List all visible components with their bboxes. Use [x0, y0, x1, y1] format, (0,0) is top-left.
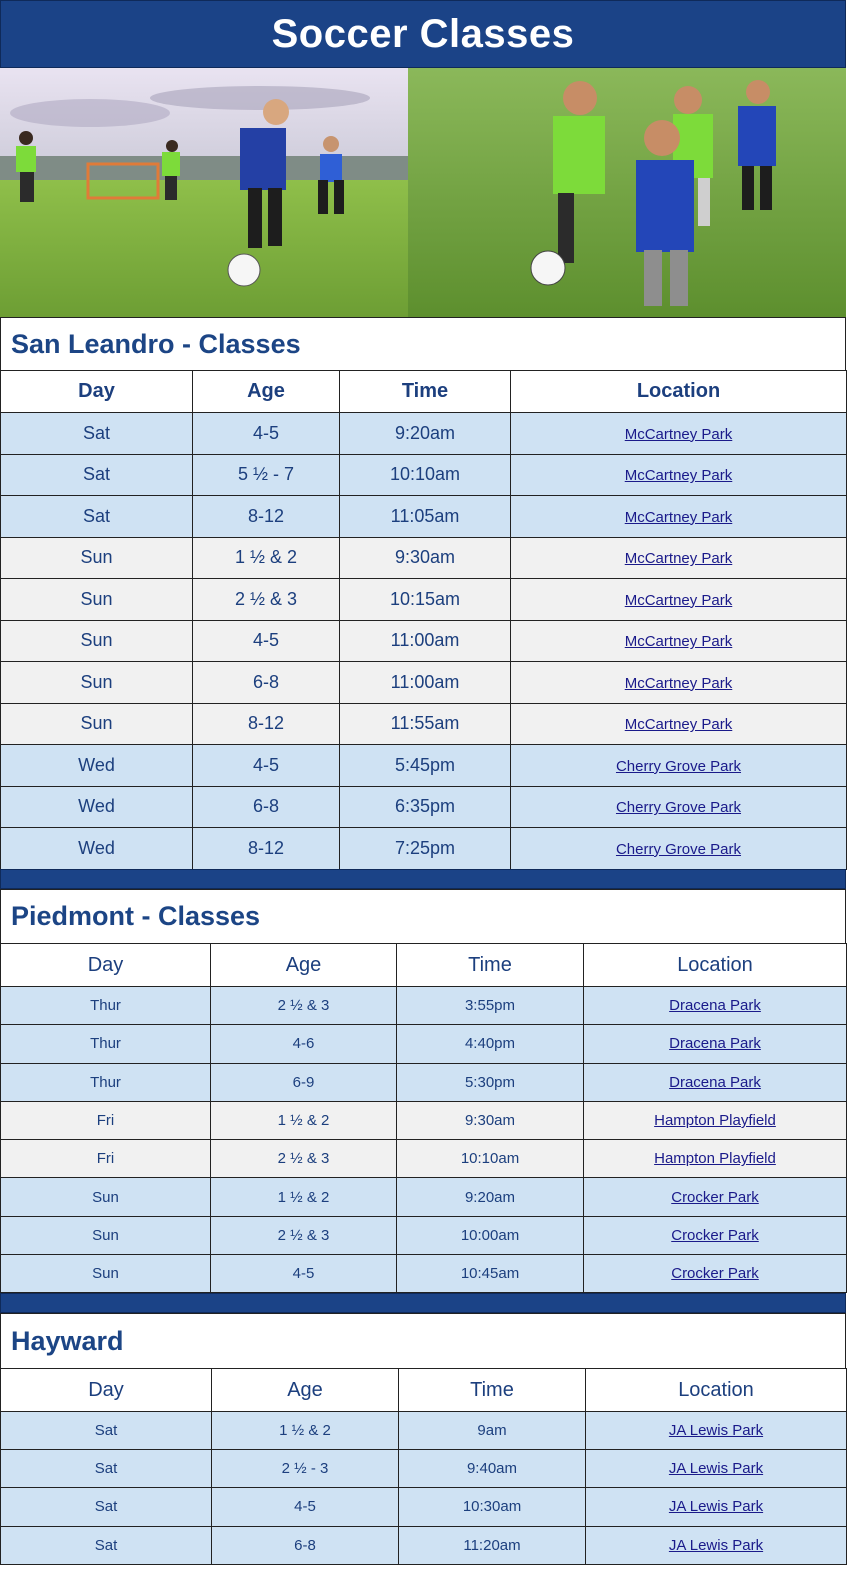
column-header-location: Location — [511, 371, 847, 413]
cell-time: 9:30am — [397, 1101, 584, 1139]
location-link[interactable]: Crocker Park — [671, 1265, 759, 1283]
table-header-row — [1, 1369, 847, 1412]
cell-day: Sun — [1, 579, 193, 621]
photo-banner — [0, 68, 846, 317]
cell-time: 10:30am — [399, 1488, 586, 1526]
column-header-day: Day — [1, 371, 193, 413]
location-link[interactable]: McCartney Park — [624, 674, 733, 692]
cell-location — [586, 1412, 847, 1450]
location-link[interactable]: Hampton Playfield — [654, 1112, 776, 1130]
table-row — [1, 537, 847, 579]
cell-location — [584, 1255, 847, 1293]
location-link[interactable]: McCartney Park — [624, 633, 733, 651]
table-row — [1, 786, 847, 828]
cell-time: 4:40pm — [397, 1025, 584, 1063]
hayward-title: Hayward — [11, 1325, 124, 1356]
location-link[interactable]: Dracena Park — [669, 1073, 761, 1091]
cell-location — [584, 1178, 847, 1216]
column-header-age: Age — [211, 944, 397, 987]
hayward-section-header — [0, 1313, 846, 1368]
cell-age: 2 ½ & 3 — [211, 987, 397, 1025]
cell-day: Thur — [1, 1025, 211, 1063]
cell-age: 1 ½ & 2 — [212, 1412, 399, 1450]
location-link[interactable]: Cherry Grove Park — [615, 799, 742, 817]
cell-location — [511, 703, 847, 745]
table-row — [1, 1412, 847, 1450]
cell-age: 8-12 — [193, 828, 340, 870]
table-row — [1, 828, 847, 870]
column-header-location: Location — [584, 944, 847, 987]
cell-location — [584, 1216, 847, 1254]
column-header-age: Age — [212, 1369, 399, 1412]
page-title-bar — [0, 0, 846, 68]
location-link[interactable]: McCartney Park — [624, 467, 733, 485]
cell-age: 2 ½ & 3 — [193, 579, 340, 621]
cell-location — [584, 1101, 847, 1139]
cell-age: 1 ½ & 2 — [193, 537, 340, 579]
cell-age: 4-6 — [211, 1025, 397, 1063]
piedmont-schedule-table — [0, 943, 847, 1293]
cell-day: Sun — [1, 703, 193, 745]
table-row — [1, 662, 847, 704]
location-link[interactable]: Cherry Grove Park — [615, 840, 742, 858]
location-link[interactable]: Cherry Grove Park — [615, 757, 742, 775]
cell-age: 5 ½ - 7 — [193, 454, 340, 496]
cell-location — [511, 745, 847, 787]
location-link[interactable]: McCartney Park — [624, 508, 733, 526]
cell-age: 4-5 — [193, 413, 340, 455]
cell-location — [511, 620, 847, 662]
cell-time: 9am — [399, 1412, 586, 1450]
cell-time: 3:55pm — [397, 987, 584, 1025]
cell-age: 1 ½ & 2 — [211, 1178, 397, 1216]
table-row — [1, 413, 847, 455]
cell-age: 1 ½ & 2 — [211, 1101, 397, 1139]
cell-day: Sun — [1, 662, 193, 704]
piedmont-title: Piedmont - Classes — [11, 901, 261, 931]
cell-time: 10:10am — [340, 454, 511, 496]
cell-location — [511, 454, 847, 496]
cell-time: 9:20am — [340, 413, 511, 455]
cell-time: 5:45pm — [340, 745, 511, 787]
table-row — [1, 454, 847, 496]
cell-age: 6-9 — [211, 1063, 397, 1101]
cell-time: 11:55am — [340, 703, 511, 745]
cell-time: 10:10am — [397, 1140, 584, 1178]
cell-day: Sat — [1, 454, 193, 496]
location-link[interactable]: Dracena Park — [669, 1035, 761, 1053]
location-link[interactable]: Dracena Park — [669, 997, 761, 1015]
cell-time: 9:30am — [340, 537, 511, 579]
cell-day: Wed — [1, 745, 193, 787]
cell-time: 10:00am — [397, 1216, 584, 1254]
table-header-row — [1, 944, 847, 987]
table-row — [1, 703, 847, 745]
hayward-schedule-table — [0, 1368, 847, 1565]
cell-day: Wed — [1, 828, 193, 870]
cell-age: 4-5 — [212, 1488, 399, 1526]
cell-time: 10:15am — [340, 579, 511, 621]
cell-location — [584, 987, 847, 1025]
cell-time: 10:45am — [397, 1255, 584, 1293]
cell-day: Sat — [1, 496, 193, 538]
san-leandro-section-header — [0, 317, 846, 370]
table-row — [1, 579, 847, 621]
cell-day: Sat — [1, 1412, 212, 1450]
location-link[interactable]: Crocker Park — [671, 1226, 759, 1244]
column-header-location: Location — [586, 1369, 847, 1412]
table-row — [1, 1526, 847, 1564]
column-header-time: Time — [340, 371, 511, 413]
table-row — [1, 1178, 847, 1216]
table-row — [1, 745, 847, 787]
location-link[interactable]: JA Lewis Park — [668, 1498, 764, 1516]
cell-day: Sat — [1, 1526, 212, 1564]
table-header-row — [1, 371, 847, 413]
cell-day: Sun — [1, 620, 193, 662]
table-row — [1, 1488, 847, 1526]
cell-age: 4-5 — [211, 1255, 397, 1293]
column-header-age: Age — [193, 371, 340, 413]
cell-location — [584, 1140, 847, 1178]
cell-day: Sat — [1, 413, 193, 455]
cell-day: Sun — [1, 537, 193, 579]
table-row — [1, 1140, 847, 1178]
page-title: Soccer Classes — [271, 11, 575, 56]
cell-age: 6-8 — [212, 1526, 399, 1564]
location-link[interactable]: Crocker Park — [671, 1188, 759, 1206]
location-link[interactable]: McCartney Park — [624, 550, 733, 568]
cell-time: 9:20am — [397, 1178, 584, 1216]
location-link[interactable]: Hampton Playfield — [654, 1150, 776, 1168]
cell-age: 4-5 — [193, 620, 340, 662]
cell-day: Thur — [1, 1063, 211, 1101]
cell-location — [511, 413, 847, 455]
cell-location — [511, 662, 847, 704]
cell-day: Thur — [1, 987, 211, 1025]
cell-day: Sat — [1, 1488, 212, 1526]
table-row — [1, 1255, 847, 1293]
cell-age: 8-12 — [193, 496, 340, 538]
cell-location — [584, 1063, 847, 1101]
cell-location — [586, 1526, 847, 1564]
column-header-time: Time — [399, 1369, 586, 1412]
san-leandro-schedule-table — [0, 370, 847, 870]
cell-location — [511, 496, 847, 538]
location-link[interactable]: JA Lewis Park — [668, 1536, 764, 1554]
cell-age: 4-5 — [193, 745, 340, 787]
cell-age: 2 ½ & 3 — [211, 1216, 397, 1254]
cell-day: Sun — [1, 1255, 211, 1293]
table-row — [1, 1025, 847, 1063]
cell-age: 6-8 — [193, 662, 340, 704]
kids-soccer-photo-right — [408, 68, 846, 317]
cell-location — [511, 537, 847, 579]
location-link[interactable]: McCartney Park — [624, 591, 733, 609]
cell-age: 6-8 — [193, 786, 340, 828]
column-header-day: Day — [1, 1369, 212, 1412]
cell-location — [511, 786, 847, 828]
cell-time: 6:35pm — [340, 786, 511, 828]
section-divider — [0, 1293, 846, 1313]
section-divider — [0, 869, 846, 889]
cell-location — [586, 1450, 847, 1488]
table-row — [1, 1063, 847, 1101]
san-leandro-title: San Leandro - Classes — [11, 328, 301, 359]
kids-soccer-photo-left — [0, 68, 408, 317]
cell-age: 8-12 — [193, 703, 340, 745]
cell-day: Sun — [1, 1216, 211, 1254]
table-row — [1, 1450, 847, 1488]
cell-time: 11:20am — [399, 1526, 586, 1564]
cell-day: Sat — [1, 1450, 212, 1488]
location-link[interactable]: McCartney Park — [624, 425, 733, 443]
location-link[interactable]: McCartney Park — [624, 716, 733, 734]
cell-day: Fri — [1, 1140, 211, 1178]
cell-age: 2 ½ - 3 — [212, 1450, 399, 1488]
table-row — [1, 987, 847, 1025]
cell-location — [584, 1025, 847, 1063]
cell-day: Wed — [1, 786, 193, 828]
cell-time: 5:30pm — [397, 1063, 584, 1101]
cell-day: Fri — [1, 1101, 211, 1139]
table-row — [1, 1216, 847, 1254]
cell-age: 2 ½ & 3 — [211, 1140, 397, 1178]
table-row — [1, 496, 847, 538]
cell-time: 11:05am — [340, 496, 511, 538]
cell-day: Sun — [1, 1178, 211, 1216]
table-row — [1, 620, 847, 662]
cell-time: 7:25pm — [340, 828, 511, 870]
cell-time: 11:00am — [340, 662, 511, 704]
cell-location — [511, 579, 847, 621]
cell-time: 11:00am — [340, 620, 511, 662]
column-header-day: Day — [1, 944, 211, 987]
cell-time: 9:40am — [399, 1450, 586, 1488]
location-link[interactable]: JA Lewis Park — [668, 1460, 764, 1478]
cell-location — [586, 1488, 847, 1526]
table-row — [1, 1101, 847, 1139]
piedmont-section-header — [0, 889, 846, 943]
cell-location — [511, 828, 847, 870]
column-header-time: Time — [397, 944, 584, 987]
location-link[interactable]: JA Lewis Park — [668, 1422, 764, 1440]
